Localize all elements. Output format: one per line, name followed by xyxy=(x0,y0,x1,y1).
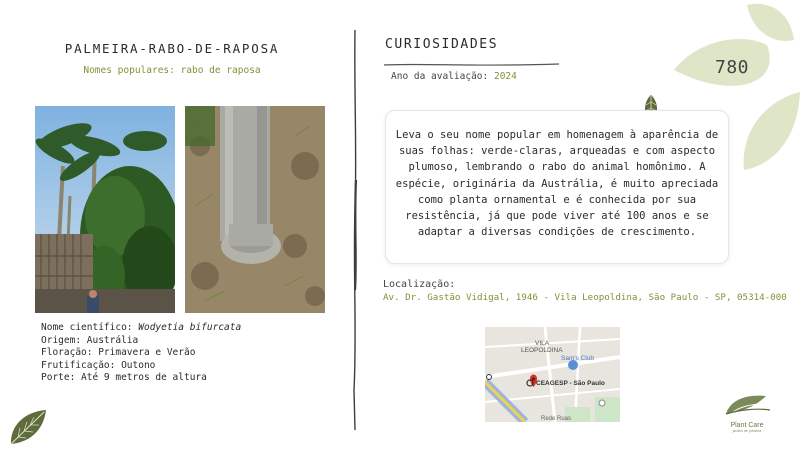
vertical-divider xyxy=(348,30,362,430)
location-map[interactable] xyxy=(485,327,620,422)
evaluation-number: 780 xyxy=(714,57,749,78)
brand-tagline: jardins de primeira xyxy=(732,429,762,433)
evaluation-year: Ano da avaliação: 2024 xyxy=(391,71,517,82)
map-poi-sams-club: Sam's Club xyxy=(561,355,595,362)
fruiting-row: Frutificação: Outono xyxy=(41,359,156,371)
popular-names: Nomes populares: rabo de raposa xyxy=(83,65,261,76)
scientific-name: Wodyetia bifurcata xyxy=(138,322,242,333)
map-district-label-2: LEOPOLDINA xyxy=(521,347,563,354)
palm-trunk-photo xyxy=(185,106,325,313)
map-poi-ceagesp: CEAGESP - São Paulo xyxy=(536,380,605,387)
year-value: 2024 xyxy=(493,71,517,82)
brand-name: Plant Care xyxy=(730,422,764,429)
plant-name: PALMEIRA-RABO-DE-RAPOSA xyxy=(64,41,280,56)
scientific-name-row: Nome científico: Wodyetia bifurcata xyxy=(41,322,242,333)
location-label: Localização: xyxy=(383,279,456,290)
origin-row: Origem: Austrália xyxy=(41,334,139,346)
location-address: Av. Dr. Gastão Vidigal, 1946 - Vila Leopoldina, São Paulo - SP, 05314-000 xyxy=(383,292,787,303)
plant-facts xyxy=(41,322,241,385)
map-poi-street: Rede Ruas xyxy=(541,416,572,422)
title-underline xyxy=(384,53,559,59)
size-row: Porte: Até 9 metros de altura xyxy=(41,372,207,384)
palm-canopy-photo xyxy=(35,106,175,313)
map-district-label: VILA xyxy=(535,340,550,347)
curiosity-text: Leva o seu nome popular em homenagem à aparência de suas folhas: verde-claras, arqueadas e com aspecto plumoso, lembrando o rabo do animal homônimo. A espécie, originária da Austrália, é muito apreciada como planta ornamental e é conhecida por sua resistência, já que pode viver até 100 anos e se adaptar a diversas condições de crescimento. xyxy=(395,129,719,239)
flowering-row: Floração: Primavera e Verão xyxy=(41,347,196,359)
brand-logo xyxy=(716,390,778,438)
leaf-icon xyxy=(8,408,48,446)
curiosities-title: CURIOSIDADES xyxy=(385,37,499,52)
